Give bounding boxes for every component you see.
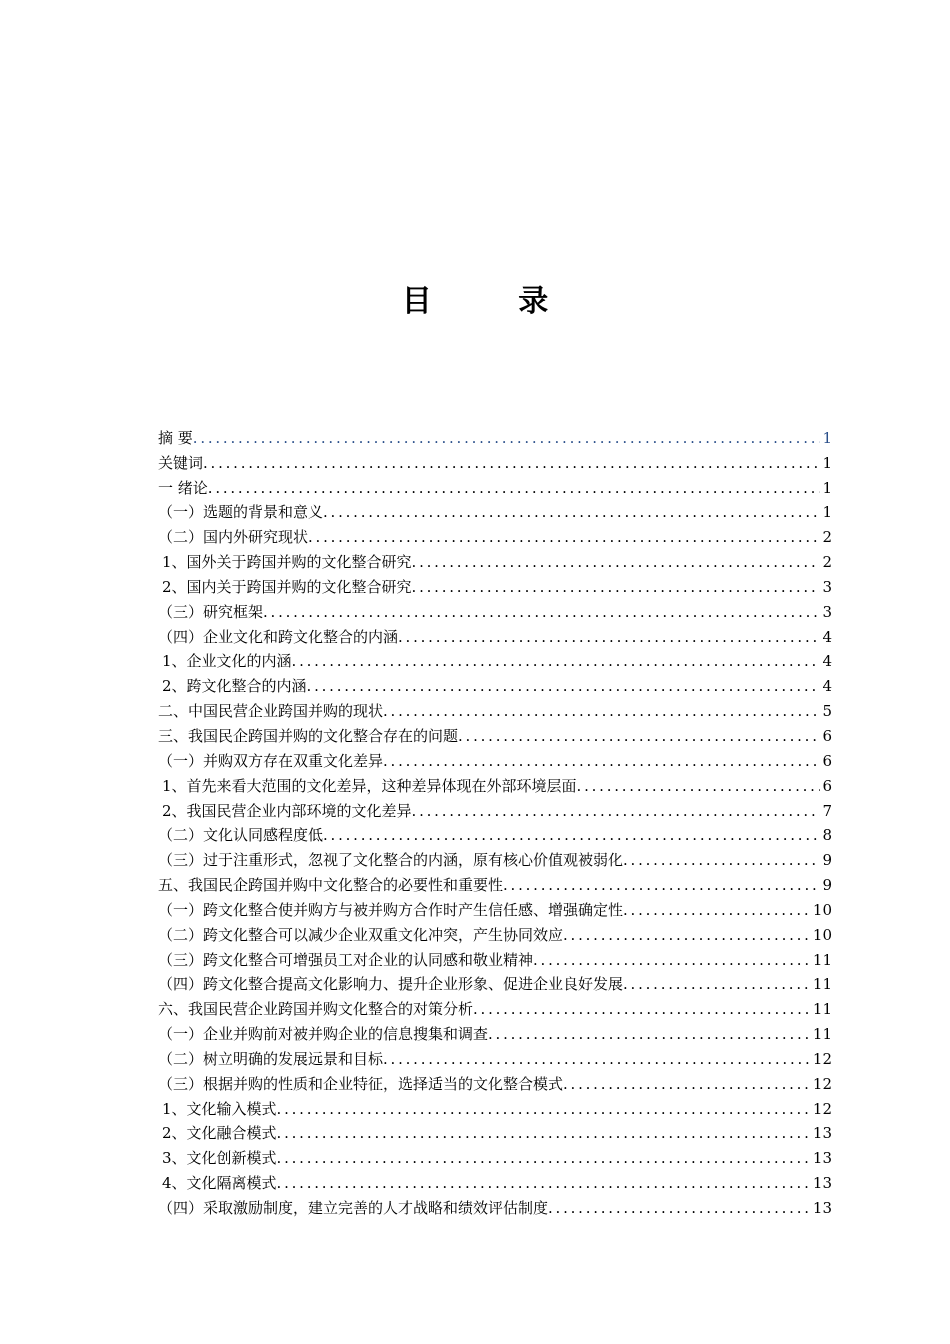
toc-leader-dots [623,850,820,870]
toc-leader-dots [277,1123,811,1143]
toc-entry[interactable] [158,597,832,622]
toc-leader-dots [412,801,821,821]
toc-entry-label: 三、我国民企跨国并购的文化整合存在的问题 [158,726,459,745]
toc-leader-dots [548,1198,811,1218]
toc-entry-label: 3、文化创新模式 [162,1149,277,1168]
toc-leader-dots [308,527,820,547]
toc-leader-dots [277,1148,811,1168]
toc-leader-dots [277,1099,811,1119]
toc-entry-page: 11 [812,1000,832,1019]
toc-entry-page: 4 [822,627,832,646]
toc-entry[interactable] [158,671,832,696]
toc-entry[interactable] [158,895,832,920]
toc-leader-dots [458,726,820,746]
toc-leader-dots [623,900,811,920]
toc-entry[interactable] [158,796,832,821]
toc-entry[interactable] [158,920,832,945]
toc-entry-page: 2 [822,553,832,572]
toc-entry-page: 8 [822,826,832,845]
toc-entry[interactable] [158,1143,832,1168]
toc-leader-dots [307,676,821,696]
toc-entry-page: 12 [812,1099,832,1118]
toc-entry-label: （三）研究框架 [158,602,264,621]
toc-entry-label: 1、首先来看大范围的文化差异，这种差异体现在外部环境层面 [162,776,577,795]
toc-entry-label: （三）过于注重形式，忽视了文化整合的内涵，原有核心价值观被弱化 [158,851,624,870]
toc-leader-dots [577,776,821,796]
toc-entry-page: 3 [822,602,832,621]
toc-entry[interactable] [158,746,832,771]
toc-entry-label: 摘 要 [158,428,193,447]
toc-entry[interactable] [158,870,832,895]
toc-entry[interactable] [158,970,832,995]
toc-leader-dots [323,502,820,522]
toc-entry-label: 2、跨文化整合的内涵 [162,677,307,696]
toc-entry-label: （三）跨文化整合可增强员工对企业的认同感和敬业精神 [158,950,534,969]
toc-entry-label: （四）企业文化和跨文化整合的内涵 [158,627,399,646]
toc-entry[interactable] [158,572,832,597]
toc-entry-page: 9 [822,851,832,870]
toc-leader-dots [292,651,821,671]
toc-leader-dots [412,577,821,597]
toc-entry-label: 1、文化输入模式 [162,1099,277,1118]
toc-entry-page: 1 [822,453,832,472]
toc-entry-page: 6 [822,726,832,745]
toc-entry[interactable] [158,1019,832,1044]
toc-entry-page: 3 [822,577,832,596]
toc-entry-label: （四）采取激励制度，建立完善的人才战略和绩效评估制度 [158,1199,549,1217]
toc-entry-page: 12 [812,1074,832,1093]
toc-entry-label: （一）选题的背景和意义 [158,503,324,522]
toc-entry-label: 1、企业文化的内涵 [162,652,292,671]
toc-leader-dots [412,552,821,572]
toc-entry-page: 2 [822,528,832,547]
toc-entry[interactable] [158,994,832,1019]
toc-entry[interactable] [158,1044,832,1069]
toc-leader-dots [503,875,820,895]
toc-leader-dots [383,701,820,721]
toc-entry-label: （一）跨文化整合使并购方与被并购方合作时产生信任感、增强确定性 [158,900,624,919]
toc-entry-page: 13 [812,1124,832,1143]
toc-entry-label: 二、中国民营企业跨国并购的现状 [158,702,384,721]
toc-entry-label: （二）文化认同感程度低 [158,826,324,845]
toc-leader-dots [208,478,821,498]
toc-entry-page: 11 [812,1025,832,1044]
toc-entry-label: 2、我国民营企业内部环境的文化差异 [162,801,412,820]
toc-entry-label: （二）树立明确的发展远景和目标 [158,1049,384,1068]
toc-leader-dots [623,974,811,994]
toc-leader-dots [563,925,811,945]
toc-entry-page: 6 [822,751,832,770]
toc-entry[interactable] [158,498,832,523]
toc-entry[interactable] [158,647,832,672]
page-title: 目 录 [401,284,587,319]
toc-entry-page: 13 [812,1199,832,1217]
toc-entry-label: 2、文化融合模式 [162,1124,277,1143]
toc-entry[interactable] [158,721,832,746]
toc-entry-page: 1 [822,478,832,497]
toc-entry-label: 五、我国民企跨国并购中文化整合的必要性和重要性 [158,876,504,895]
toc-leader-dots [193,428,821,448]
toc-entry-label: （一）并购双方存在双重文化差异 [158,751,384,770]
toc-entry-label: 关键词 [158,453,204,472]
toc-entry-label: 一 绪论 [158,478,208,497]
toc-leader-dots [203,453,820,473]
toc-entry-page: 4 [822,652,832,671]
toc-entry-page: 9 [822,876,832,895]
toc-entry[interactable] [158,522,832,547]
toc-entry-page: 1 [822,503,832,522]
toc-entry-page: 13 [812,1149,832,1168]
toc-leader-dots [277,1173,811,1193]
toc-entry-page: 10 [812,900,832,919]
toc-entry-label: （一）企业并购前对被并购企业的信息搜集和调查 [158,1025,489,1044]
toc-entry-label: （二）国内外研究现状 [158,528,309,547]
toc-entry[interactable] [158,1168,832,1193]
toc-entry-label: （四）跨文化整合提高文化影响力、提升企业形象、促进企业良好发展 [158,975,624,994]
toc-entry-page: 7 [822,801,832,820]
toc-entry[interactable] [158,423,832,448]
toc-leader-dots [383,1049,811,1069]
toc-entry[interactable] [158,547,832,572]
toc-leader-dots [563,1074,811,1094]
toc-leader-dots [263,602,820,622]
toc-entry-page: 11 [812,950,832,969]
toc-entry-page: 10 [812,925,832,944]
toc-entry-page: 13 [812,1174,832,1193]
toc-entry-page: 11 [812,975,832,994]
toc-entry-page: 4 [822,677,832,696]
toc-entry[interactable] [158,622,832,647]
toc-entry-page: 6 [822,776,832,795]
toc-leader-dots [533,950,811,970]
table-of-contents [158,423,832,1218]
toc-entry[interactable] [158,473,832,498]
toc-entry-page: 5 [822,702,832,721]
toc-entry-label: 4、文化隔离模式 [162,1174,277,1193]
toc-entry[interactable] [158,771,832,796]
toc-entry-label: 1、国外关于跨国并购的文化整合研究 [162,553,412,572]
toc-entry-label: 六、我国民营企业跨国并购文化整合的对策分析 [158,1000,474,1019]
toc-leader-dots [398,627,820,647]
toc-leader-dots [323,825,820,845]
toc-leader-dots [488,1024,811,1044]
toc-entry-page: 12 [812,1049,832,1068]
toc-entry-page: 1 [822,428,832,447]
toc-entry[interactable] [158,1119,832,1144]
toc-entry-label: （三）根据并购的性质和企业特征，选择适当的文化整合模式 [158,1074,564,1093]
toc-entry[interactable] [158,448,832,473]
toc-entry-label: 2、国内关于跨国并购的文化整合研究 [162,577,412,596]
toc-entry-label: （二）跨文化整合可以减少企业双重文化冲突，产生协同效应 [158,925,564,944]
toc-entry[interactable] [158,1069,832,1094]
toc-entry[interactable] [158,1193,832,1218]
toc-leader-dots [383,751,820,771]
toc-leader-dots [473,999,811,1019]
toc-entry[interactable] [158,821,832,846]
toc-entry[interactable] [158,696,832,721]
toc-entry[interactable] [158,945,832,970]
toc-entry[interactable] [158,845,832,870]
toc-entry[interactable] [158,1094,832,1119]
